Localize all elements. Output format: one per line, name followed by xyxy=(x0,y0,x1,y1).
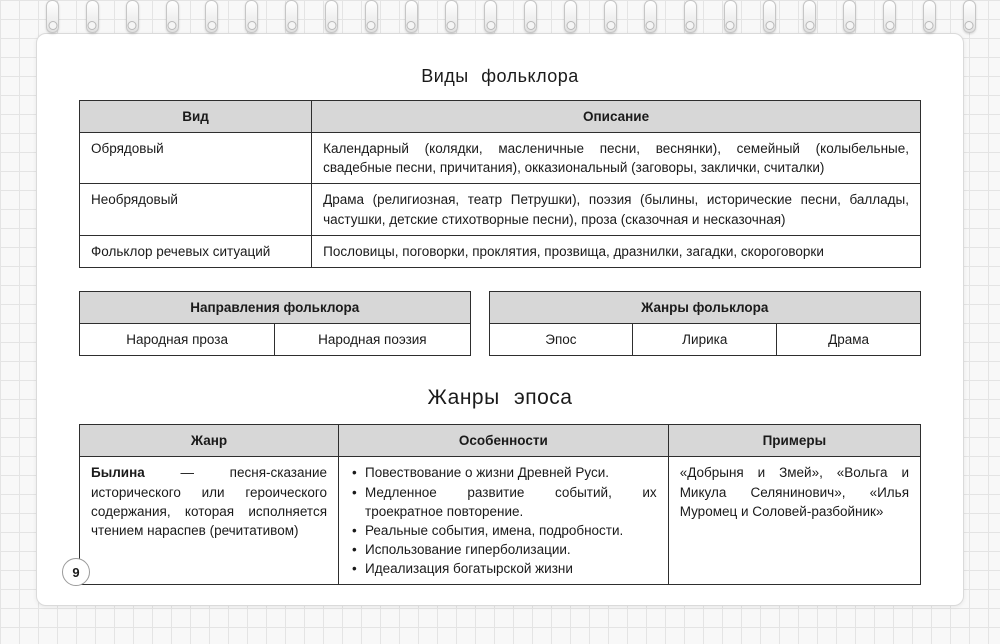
feature-item: • Идеализация богатырской жизни xyxy=(350,559,657,578)
binding-clip xyxy=(205,0,218,33)
examples-cell: «Добрыня и Змей», «Вольга и Микула Селянинович», «Илья Муромец и Соловей-разбойник» xyxy=(668,457,920,585)
table-header-row xyxy=(80,101,921,133)
header-cell-directions: Направления фольклора xyxy=(80,291,471,323)
binding-clip xyxy=(46,0,59,33)
binding-clip xyxy=(724,0,737,33)
table-row xyxy=(80,324,471,356)
header-cell-features: Особенности xyxy=(339,425,669,457)
section-title-folklore-types: Виды фольклора xyxy=(421,66,579,86)
page-number-badge xyxy=(62,558,90,586)
definition: — песня-сказание исторического или героического содержания, которая исполняется чтением нараспев (речитативом) xyxy=(91,465,328,538)
binding-clip xyxy=(684,0,697,33)
table-row xyxy=(489,324,920,356)
epic-genres-table xyxy=(79,424,921,585)
description-cell: Календарный (колядки, масленичные песни, веснянки), семейный (колыбельные, свадебные песни, причитания), окказиональный (заговоры, заклички, считалки) xyxy=(312,133,921,184)
binding-clip xyxy=(245,0,258,33)
table-row xyxy=(80,133,921,184)
small-tables-row xyxy=(79,291,921,356)
page-number: 9 xyxy=(72,564,80,580)
feature-item: • Реальные события, имена, подробности. xyxy=(350,521,657,540)
binding-clip xyxy=(644,0,657,33)
direction-cell: Народная поэзия xyxy=(275,324,470,356)
features-list xyxy=(350,463,657,578)
header-cell-genres: Жанры фольклора xyxy=(489,291,920,323)
table-header-row xyxy=(80,291,471,323)
spiral-binding xyxy=(46,0,976,33)
binding-clip xyxy=(883,0,896,33)
type-cell: Обрядовый xyxy=(80,133,312,184)
table-row xyxy=(80,235,921,267)
direction-cell: Народная проза xyxy=(80,324,275,356)
binding-clip xyxy=(843,0,856,33)
binding-clip xyxy=(365,0,378,33)
header-cell-genre: Жанр xyxy=(80,425,339,457)
table-row xyxy=(80,457,921,585)
genre-cell: Лирика xyxy=(633,324,777,356)
binding-clip xyxy=(405,0,418,33)
header-cell-type: Вид xyxy=(80,101,312,133)
binding-clip xyxy=(86,0,99,33)
binding-clip xyxy=(604,0,617,33)
term: Былина xyxy=(91,465,145,481)
binding-clip xyxy=(166,0,179,33)
binding-clip xyxy=(763,0,776,33)
feature-item: • Медленное развитие событий, их троекратное повторение. xyxy=(350,483,657,521)
feature-item: • Повествование о жизни Древней Руси. xyxy=(350,463,657,482)
binding-clip xyxy=(564,0,577,33)
feature-item: • Использование гиперболизации. xyxy=(350,540,657,559)
folklore-types-table xyxy=(79,100,921,268)
sheet xyxy=(36,33,964,606)
table-row xyxy=(80,184,921,235)
binding-clip xyxy=(126,0,139,33)
binding-clip xyxy=(803,0,816,33)
table-header-row xyxy=(489,291,920,323)
type-cell: Фольклор речевых ситуаций xyxy=(80,235,312,267)
type-cell: Необрядовый xyxy=(80,184,312,235)
header-cell-description: Описание xyxy=(312,101,921,133)
genre-cell: Драма xyxy=(777,324,921,356)
binding-clip xyxy=(524,0,537,33)
header-cell-examples: Примеры xyxy=(668,425,920,457)
description-cell: Драма (религиозная, театр Петрушки), поэзия (былины, исторические песни, баллады, частушки, детские стихотворные песни), проза (сказочная и несказочная) xyxy=(312,184,921,235)
table-header-row xyxy=(80,425,921,457)
binding-clip xyxy=(445,0,458,33)
section-title-epic-genres: Жанры эпоса xyxy=(427,386,573,410)
binding-clip xyxy=(285,0,298,33)
binding-clip xyxy=(923,0,936,33)
binding-clip xyxy=(325,0,338,33)
folklore-genres-table xyxy=(489,291,921,356)
binding-clip xyxy=(963,0,976,33)
genre-cell: Эпос xyxy=(489,324,633,356)
features-cell xyxy=(339,457,669,585)
folklore-directions-table xyxy=(79,291,471,356)
genre-definition-cell xyxy=(80,457,339,585)
binding-clip xyxy=(484,0,497,33)
description-cell: Пословицы, поговорки, проклятия, прозвища, дразнилки, загадки, скороговорки xyxy=(312,235,921,267)
